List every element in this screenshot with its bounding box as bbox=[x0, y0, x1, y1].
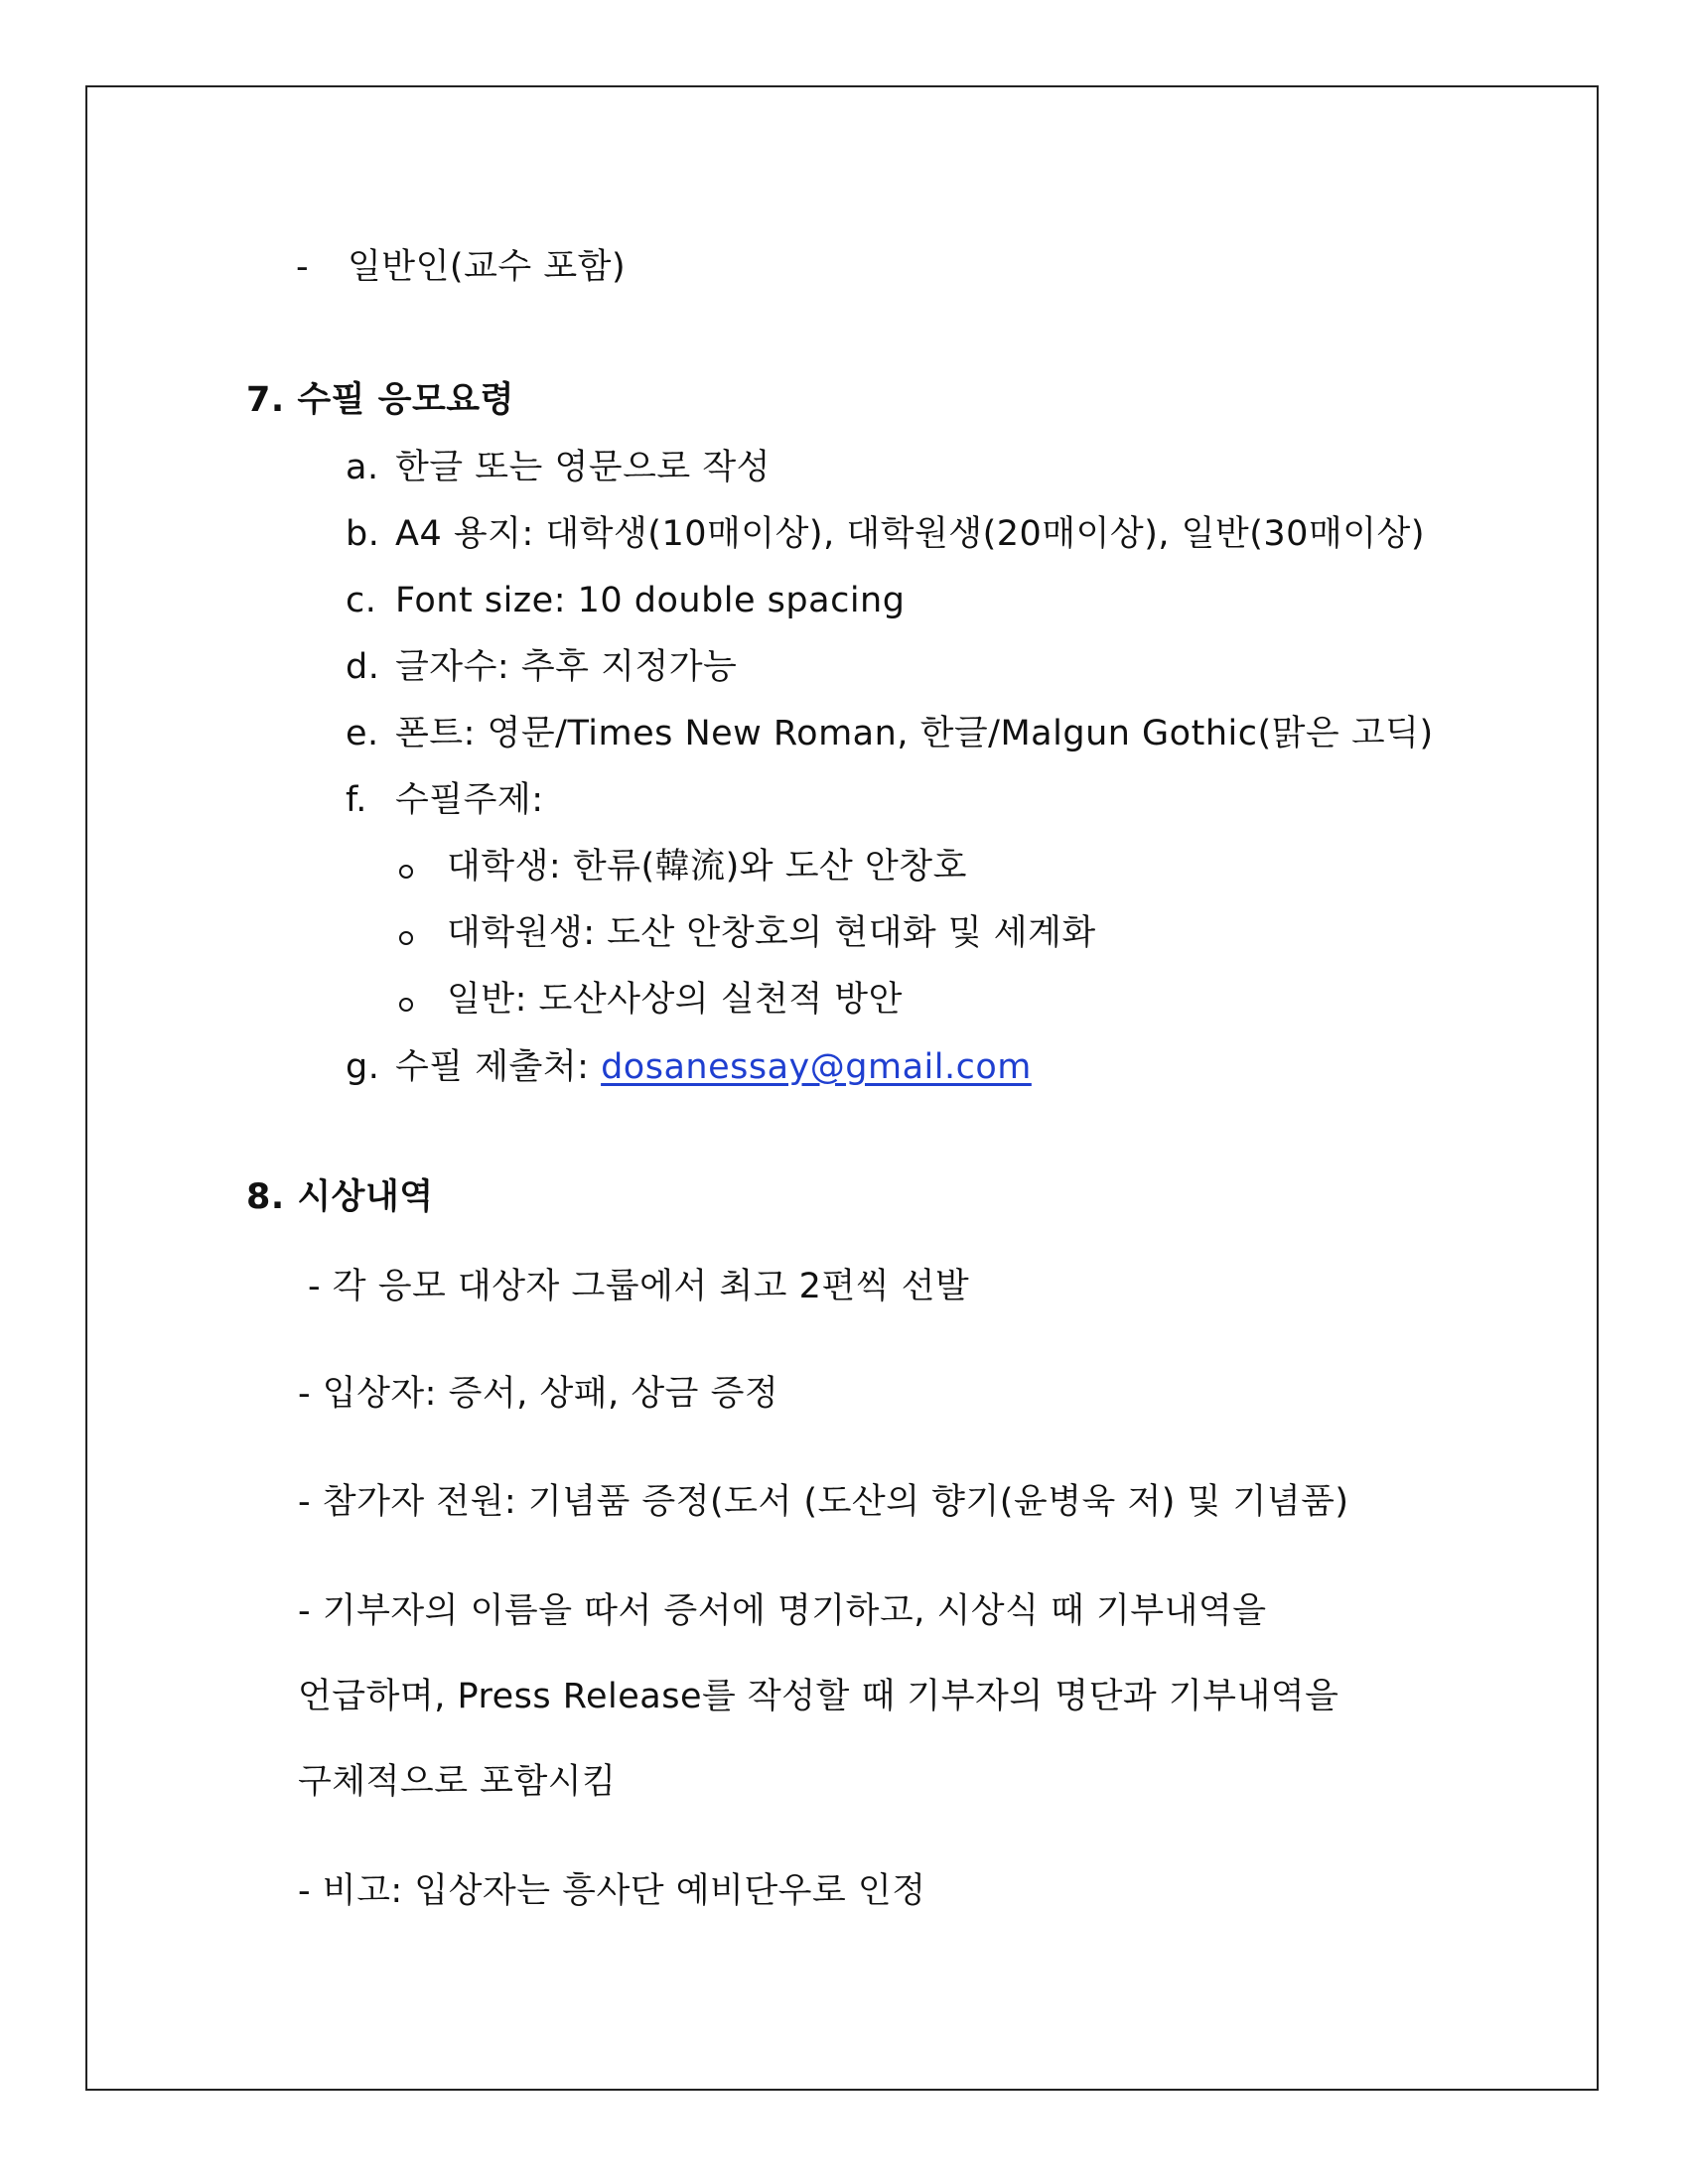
topic-item-undergrad: 대학생: 한류(韓流)와 도산 안창호 bbox=[447, 847, 967, 887]
award-line-donor-2: 언급하며, Press Release를 작성할 때 기부자의 명단과 기부내역을 bbox=[298, 1677, 1339, 1716]
topic-item-general: 일반: 도산사상의 실천적 방안 bbox=[447, 980, 903, 1020]
award-line-donor-3: 구체적으로 포함시킴 bbox=[298, 1762, 617, 1802]
list-item-a: a. 한글 또는 영문으로 작성 bbox=[346, 448, 771, 487]
list-item-e: e. 폰트: 영문/Times New Roman, 한글/Malgun Gothic(맑은 고딕) bbox=[346, 714, 1434, 753]
section-8-heading: 8. 시상내역 bbox=[246, 1177, 434, 1217]
award-line-winners: - 입상자: 증서, 상패, 상금 증정 bbox=[298, 1374, 779, 1414]
section-7-heading: 7. 수필 응모요령 bbox=[246, 380, 514, 420]
circle-bullet-icon bbox=[399, 931, 413, 945]
circle-bullet-icon bbox=[399, 998, 413, 1012]
award-line-note: - 비고: 입상자는 흥사단 예비단우로 인정 bbox=[298, 1871, 926, 1911]
list-item-g: g. 수필 제출처: dosanessay@gmail.com bbox=[346, 1047, 1032, 1087]
list-item-d: d. 글자수: 추후 지정가능 bbox=[346, 647, 738, 687]
list-item-top: - 일반인(교수 포함) bbox=[296, 247, 627, 287]
circle-bullet-icon bbox=[399, 865, 413, 879]
award-line-participants: - 참가자 전원: 기념품 증정(도서 (도산의 향기(윤병욱 저) 및 기념품) bbox=[298, 1482, 1349, 1522]
list-item-c: c. Font size: 10 double spacing bbox=[346, 581, 906, 620]
list-item-b: b. A4 용지: 대학생(10매이상), 대학원생(20매이상), 일반(30매이상) bbox=[346, 514, 1425, 554]
topic-item-graduate: 대학원생: 도산 안창호의 현대화 및 세계화 bbox=[447, 913, 1096, 953]
list-item-f: f. 수필주제: bbox=[346, 780, 544, 820]
award-line-donor-1: - 기부자의 이름을 따서 증서에 명기하고, 시상식 때 기부내역을 bbox=[298, 1591, 1267, 1631]
submission-email-link[interactable]: dosanessay@gmail.com bbox=[601, 1047, 1032, 1087]
award-line-selection: - 각 응모 대상자 그룹에서 최고 2편씩 선발 bbox=[308, 1267, 970, 1306]
